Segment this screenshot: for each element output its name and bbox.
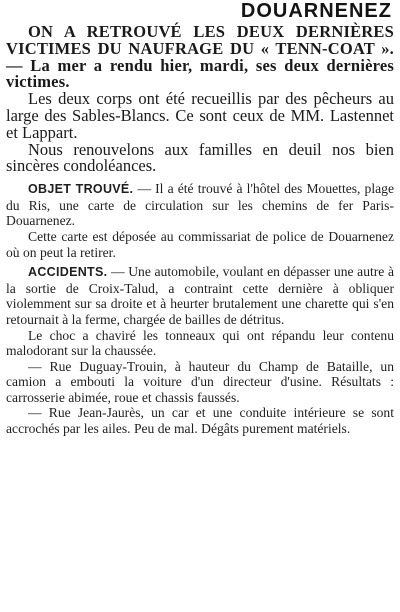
objet-trouve-paragraph [6,181,394,229]
accidents-paragraph [6,264,394,327]
lead-paragraph: ON A RETROUVÉ LES DEUX DERNIÈRES VICTIMES DU NAUFRAGE DU « TENN-COAT ». — La mer a rendu hier, mardi, ses deux dernières victimes. [6,22,394,92]
accidents-paragraph-4: — Rue Jean-Jaurès, un car et une conduite intérieure se sont accrochés par les ailes. Peu de mal. Dégâts purement matériels. [6,405,394,437]
accidents-text: — Une automobile, voulant en dépasser une autre à la sortie de Croix-Talud, a contraint cette dernière à obliquer violemment sur sa droite et à heurter brutalement une charette qui s'en retournait à la ferme, chargée de bailles de détritus. [6,264,394,327]
objet-trouve-paragraph-2: Cette carte est déposée au commissariat de police de Douarnenez où on peut la retirer. [6,228,394,260]
accidents-rubric: ACCIDENTS. [28,265,108,280]
lead-paragraph-3: Nous renouvelons aux familles en deuil nos bien sincères condoléances. [6,139,394,176]
section-headline: DOUARNENEZ [240,0,392,22]
accidents-paragraph-3: — Rue Duguay-Trouin, à hauteur du Champ de Bataille, un camion a embouti la voiture d'un directeur d'usine. Résultats : carrosserie abimée, roue et chassis faussés. [6,358,394,405]
lead-paragraph-2: Les deux corps ont été recueillis par des pêcheurs au large des Sables-Blancs. Ce sont ceux de MM. Lastennet et Lappart. [6,89,394,142]
accidents-paragraph-2: Le choc a chaviré les tonneaux qui ont répandu leur contenu malodorant sur la chaussée. [6,327,394,359]
objet-trouve-text: — Il a été trouvé à l'hôtel des Mouettes, plage du Ris, une carte de circulation sur les chemins de fer Paris-Douarnenez. [6,181,394,229]
objet-trouve-rubric: OBJET TROUVÉ. [28,182,134,197]
